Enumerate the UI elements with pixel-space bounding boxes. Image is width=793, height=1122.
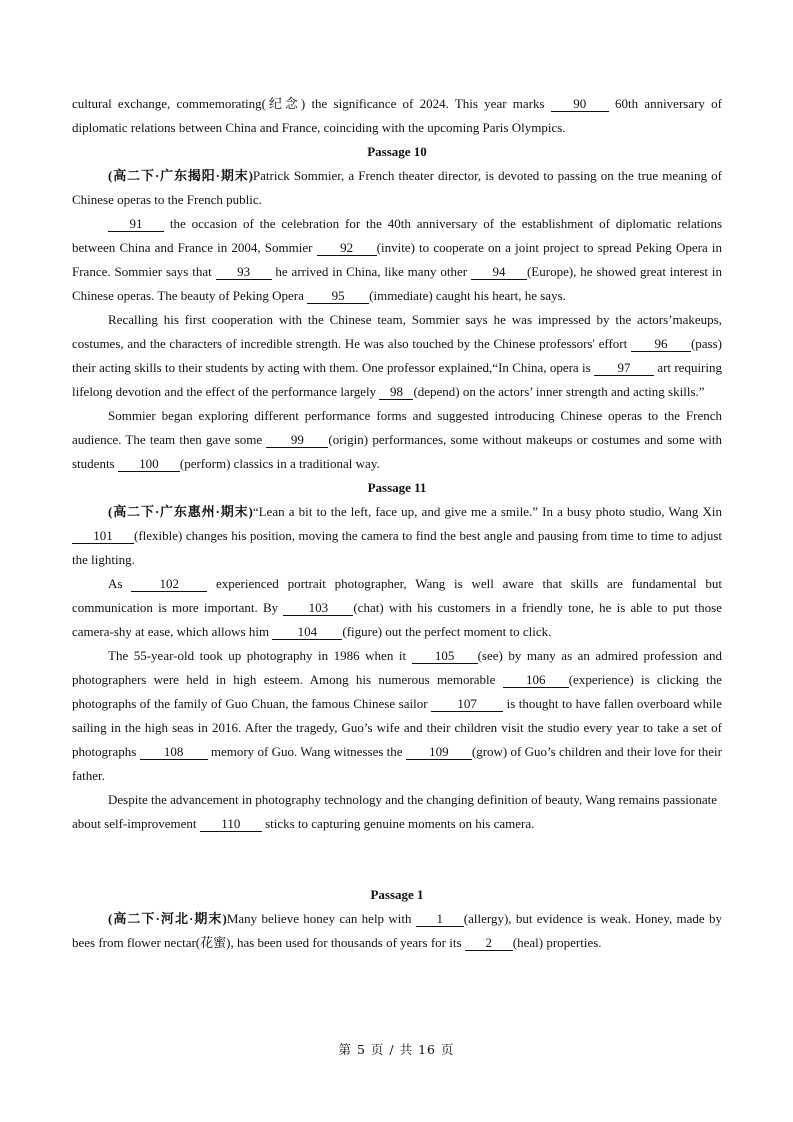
answer-blank: 108 xyxy=(140,744,208,760)
text-run: As xyxy=(108,576,132,591)
text-run: he arrived in China, like many other xyxy=(271,264,471,279)
paragraph xyxy=(72,500,722,572)
source-tag: (高二下·广东惠州·期末) xyxy=(108,504,253,519)
text-run: art requiring lifelong devotion and the effect of the performance largely xyxy=(72,360,722,399)
answer-blank: 97 xyxy=(594,360,654,376)
answer-blank: 110 xyxy=(200,816,262,832)
text-run: (heal) properties. xyxy=(512,935,602,950)
answer-blank: 105 xyxy=(412,648,478,664)
answer-blank: 90 xyxy=(551,96,609,112)
source-tag: (高二下·广东揭阳·期末) xyxy=(108,168,253,183)
text-run: (immediate) caught his heart, he says. xyxy=(369,288,566,303)
text-run: Sommier began exploring different performance forms and suggested introducing Chinese operas to the French audience. The team then gave some xyxy=(72,408,722,447)
text-run: experienced portrait photographer, Wang is well aware that skills are fundamental but communication is more important. By xyxy=(72,576,722,615)
paragraph xyxy=(72,308,722,404)
text-run: (grow) of Guo’s children and their love for their father. xyxy=(72,744,722,783)
answer-blank: 98 xyxy=(379,384,413,400)
text-run: Many believe honey can help with xyxy=(226,911,416,926)
paragraph xyxy=(72,212,722,308)
text-run: (perform) classics in a traditional way. xyxy=(179,456,380,471)
answer-blank: 92 xyxy=(317,240,377,256)
source-tag: (高二下·河北·期末) xyxy=(108,911,227,926)
text-run: (see) by many as an admired profession and photographers were held in high esteem. Among his numerous memorable xyxy=(72,648,722,687)
answer-blank: 109 xyxy=(406,744,472,760)
text-run: (allergy), but evidence is weak. Honey, made by bees from flower nectar(花蜜), has been used for thousands of years for its xyxy=(72,911,722,950)
document-page xyxy=(72,92,722,955)
passage-heading: Passage 10 xyxy=(367,144,427,159)
text-run: sticks to capturing genuine moments on his camera. xyxy=(261,816,535,831)
answer-blank: 95 xyxy=(307,288,369,304)
text-run: Recalling his first cooperation with the Chinese team, Sommier says he was impressed by the actors’makeups, costumes, and the characters of incredible strength. He was also touched by the Chinese professors' effort xyxy=(72,312,722,351)
answer-blank: 91 xyxy=(108,216,164,232)
paragraph xyxy=(72,788,722,836)
text-run: Despite the advancement in photography technology and the changing definition of beauty, Wang remains passionate about self-improvement xyxy=(72,792,718,831)
answer-blank: 1 xyxy=(416,911,464,927)
answer-blank: 104 xyxy=(272,624,342,640)
text-run: the occasion of the celebration for the 40th anniversary of the establishment of diplomatic relations between China and France in 2004, Sommier xyxy=(72,216,722,255)
answer-blank: 103 xyxy=(283,600,353,616)
answer-blank: 93 xyxy=(216,264,272,280)
text-run: (pass) their acting skills to their students by acting with them. One professor explained,“In China, opera is xyxy=(72,336,722,375)
text-run: is thought to have fallen overboard while sailing in the high seas in 2016. After the tragedy, Guo’s wife and their children visit the studio every year to take a set of photographs xyxy=(72,696,722,759)
text-run: The 55-year-old took up photography in 1986 when it xyxy=(108,648,412,663)
text-run: (flexible) changes his position, moving the camera to find the best angle and pausing from time to time to adjust the lighting. xyxy=(72,528,722,567)
text-run: (invite) to cooperate on a joint project to spread Peking Opera in France. Sommier says that xyxy=(72,240,722,279)
answer-blank: 94 xyxy=(471,264,527,280)
text-run: (Europe), he showed great interest in Chinese operas. The beauty of Peking Opera xyxy=(72,264,723,303)
paragraph xyxy=(72,92,722,140)
text-run: (experience) is clicking the photographs of the family of Guo Chuan, the famous Chinese sailor xyxy=(72,672,722,711)
text-run: (chat) with his customers in a friendly tone, he is able to put those camera-shy at ease, which allows him xyxy=(72,600,722,639)
answer-blank: 101 xyxy=(72,528,134,544)
paragraph xyxy=(72,572,722,644)
text-run: (figure) out the perfect moment to click. xyxy=(342,624,552,639)
text-run: memory of Guo. Wang witnesses the xyxy=(207,744,406,759)
text-run: “Lean a bit to the left, face up, and give me a smile.” In a busy photo studio, Wang Xin xyxy=(252,504,722,519)
text-run: (depend) on the actors’ inner strength and acting skills.” xyxy=(413,384,705,399)
text-run: Patrick Sommier, a French theater director, is devoted to passing on the true meaning of Chinese operas to the French public. xyxy=(72,168,722,207)
answer-blank: 106 xyxy=(503,672,569,688)
answer-blank: 99 xyxy=(266,432,328,448)
passage-heading: Passage 1 xyxy=(370,887,424,902)
passage-heading: Passage 11 xyxy=(367,480,427,495)
answer-blank: 96 xyxy=(631,336,691,352)
answer-blank: 2 xyxy=(465,935,513,951)
paragraph xyxy=(72,907,722,955)
paragraph xyxy=(72,164,722,212)
answer-blank: 100 xyxy=(118,456,180,472)
text-run: cultural exchange, commemorating(纪念) the significance of 2024. This year marks xyxy=(72,96,551,111)
answer-blank: 102 xyxy=(131,576,207,592)
text-run: (origin) performances, some without makeups or costumes and some with students xyxy=(72,432,723,471)
paragraph xyxy=(72,404,722,476)
text-run: 60th anniversary of diplomatic relations between China and France, coinciding with the upcoming Paris Olympics. xyxy=(72,96,722,135)
paragraph xyxy=(72,644,722,788)
page-footer: 第 5 页 / 共 16 页 xyxy=(338,1042,455,1057)
answer-blank: 107 xyxy=(431,696,503,712)
